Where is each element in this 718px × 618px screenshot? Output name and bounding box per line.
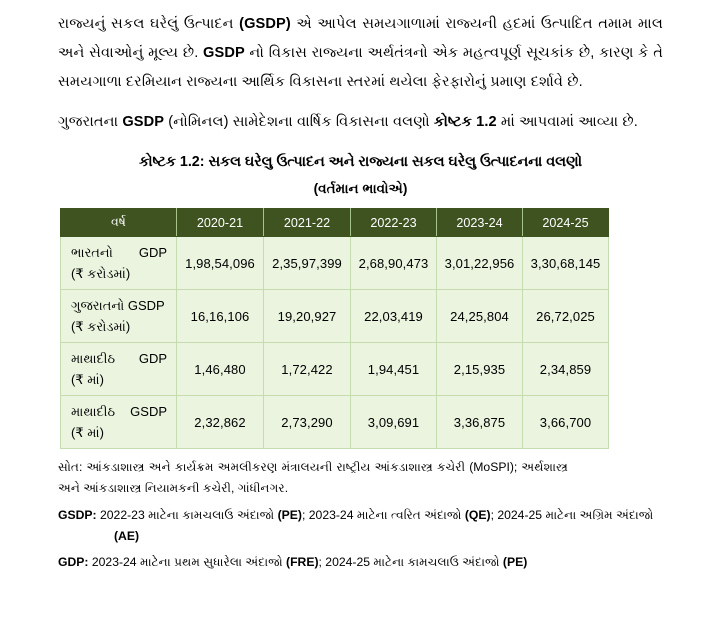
table-row [61, 237, 609, 290]
table-row [61, 396, 609, 449]
text-emphasis: (QE) [464, 508, 491, 522]
row-label-unit: (₹ કરોડમાં) [71, 266, 131, 281]
text-run: ; 2023-24 માટેના ત્વરિત અંદાજો [301, 508, 465, 522]
note-gdp-estimates [58, 552, 663, 573]
text-run: ; 2024-25 માટેના કામચલાઉ અંદાજો [318, 555, 503, 569]
row-label-metric: GDP [138, 245, 167, 260]
table-cell-value: 2,34,859 [523, 343, 609, 396]
paragraph-gsdp-definition [58, 10, 663, 97]
table-cell-value: 3,66,700 [523, 396, 609, 449]
text-emphasis: GSDP: [58, 508, 97, 522]
text-emphasis: GSDP [203, 45, 245, 61]
text-emphasis: (FRE) [286, 555, 319, 569]
table-column-header: વર્ષ [61, 209, 177, 237]
text-run: ; 2024-25 માટેના અગ્રિમ અંદાજો [490, 508, 654, 522]
table-row [61, 343, 609, 396]
table-cell-value: 16,16,106 [177, 290, 264, 343]
table-column-header: 2022-23 [351, 209, 437, 237]
row-label-line1 [71, 295, 167, 316]
table-cell-value: 2,73,290 [264, 396, 351, 449]
table-cell-value: 1,72,422 [264, 343, 351, 396]
row-label-name: માથાદીઠ [71, 351, 116, 366]
row-label-metric: GDP [138, 351, 167, 366]
text-run: 2022-23 માટેના કામચલાઉ અંદાજો [96, 508, 278, 522]
text-emphasis: (PE) [277, 508, 302, 522]
table-body [61, 237, 609, 449]
row-label-cell [61, 290, 177, 343]
row-label-cell [61, 343, 177, 396]
table-header-row [61, 209, 609, 237]
text-run: રાજ્યનું સકલ ઘરેલું ઉત્પાદન [58, 16, 240, 32]
text-emphasis: (GSDP) [239, 16, 291, 32]
table-cell-value: 3,36,875 [437, 396, 523, 449]
table-cell-value: 1,98,54,096 [177, 237, 264, 290]
text-run: (નોમિનલ) સામેદેશના વાર્ષિક વિકાસના વલણો [164, 114, 434, 130]
text-run: સોત: આંકડાશાસ્ત્ર અને કાર્યક્રમ અમલીકરણ મંત્રાલયની રાષ્ટ્રીય આંકડાશાસ્ત્ર કચેરી (MoSPI); અર્થશાસ્ત્ર અને આંકડાશાસ્ત્ર નિયામકની કચેરી, ગાંધીનગર. [58, 460, 568, 495]
text-emphasis: GSDP [122, 114, 165, 130]
text-emphasis: (AE) [114, 529, 140, 543]
row-label-name: માથાદીઠ [71, 404, 116, 419]
table-cell-value: 26,72,025 [523, 290, 609, 343]
row-label-line1 [71, 348, 167, 369]
table-cell-value: 2,68,90,473 [351, 237, 437, 290]
table-cell-value: 1,94,451 [351, 343, 437, 396]
row-label-metric: GSDP [130, 404, 167, 419]
text-run: એ આપેલ સમયગાળામાં રાજ્યની હદમાં ઉત્પાદિત તમામ માલ અને સેવાઓનું મૂલ્ય છે. [58, 16, 663, 61]
table-column-header: 2020-21 [177, 209, 264, 237]
table-cell-value: 1,46,480 [177, 343, 264, 396]
row-label-cell [61, 396, 177, 449]
table-subtitle: (વર્તમાન ભાવોએ) [313, 181, 408, 196]
text-run: 2023-24 માટેના પ્રથમ સુધારેલા અંદાજો [88, 555, 287, 569]
paragraph-table-reference [58, 108, 663, 137]
table-cell-value: 3,09,691 [351, 396, 437, 449]
table-title: કોષ્ટક 1.2: સકલ ઘરેલુ ઉત્પાદન અને રાજ્યના સકલ ઘરેલુ ઉત્પાદનના વલણો [138, 154, 583, 170]
text-run: માં આપવામાં આવ્યા છે. [496, 114, 638, 130]
text-emphasis: (PE) [502, 555, 528, 569]
row-label-name: ગુજરાતનો GSDP [71, 298, 165, 313]
table-header [61, 209, 609, 237]
note-gsdp-estimates [58, 505, 663, 547]
row-label-line1 [71, 401, 167, 422]
text-run: ગુજરાતના [58, 114, 123, 130]
table-cell-value: 19,20,927 [264, 290, 351, 343]
table-cell-value: 22,03,419 [351, 290, 437, 343]
text-run: નો વિકાસ રાજ્યના અર્થતંત્રનો એક મહત્વપૂર્ણ સૂચકાંક છે, કારણ કે તે સમયગાળા દરમિયાન રાજ્યના આર્થિક વિકાસના સ્તરમાં થયેલા ફેરફારોનું પ્રમાણ દર્શાવે છે. [58, 45, 663, 90]
row-label-cell [61, 237, 177, 290]
gsdp-table [60, 208, 609, 449]
row-label-unit: (₹ કરોડમાં) [71, 319, 131, 334]
text-emphasis: GDP: [58, 555, 89, 569]
table-column-header: 2024-25 [523, 209, 609, 237]
note-source [58, 457, 663, 499]
row-label-unit: (₹ માં) [71, 372, 104, 387]
table-notes [58, 457, 663, 573]
row-label-name: ભારતનો [71, 245, 113, 260]
table-column-header: 2023-24 [437, 209, 523, 237]
table-cell-value: 2,32,862 [177, 396, 264, 449]
table-cell-value: 3,01,22,956 [437, 237, 523, 290]
table-cell-value: 24,25,804 [437, 290, 523, 343]
table-cell-value: 2,35,97,399 [264, 237, 351, 290]
row-label-line1 [71, 242, 167, 263]
table-cell-value: 3,30,68,145 [523, 237, 609, 290]
text-emphasis: કોષ્ટક 1.2 [433, 114, 497, 130]
row-label-unit: (₹ માં) [71, 425, 104, 440]
table-cell-value: 2,15,935 [437, 343, 523, 396]
table-column-header: 2021-22 [264, 209, 351, 237]
table-row [61, 290, 609, 343]
